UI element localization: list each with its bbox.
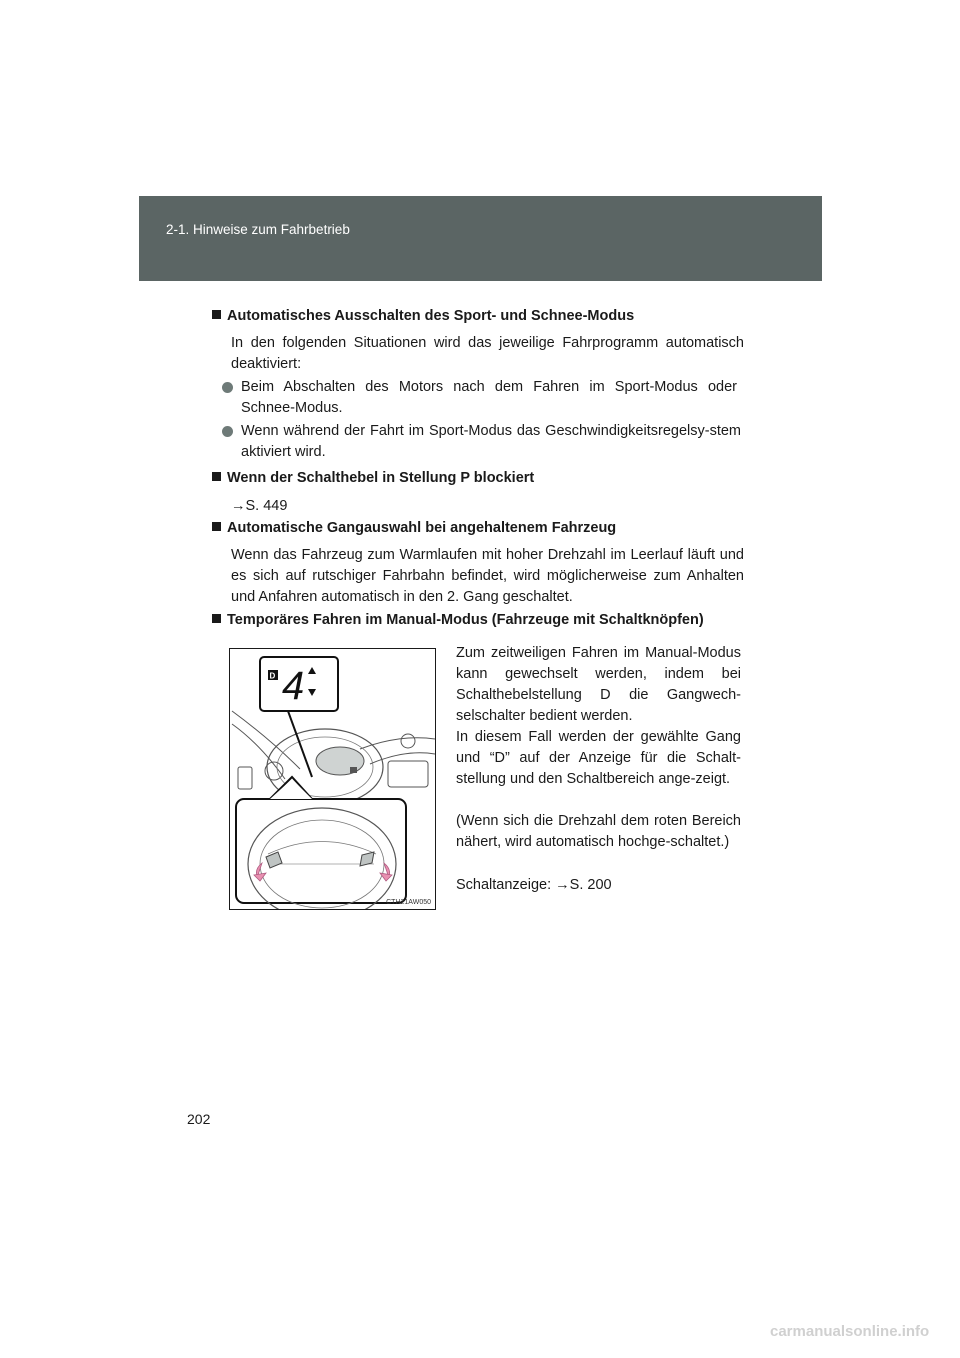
heading-lever-blocked — [212, 470, 534, 486]
bullet-dot-icon — [222, 382, 233, 393]
paddle-shift-illustration — [229, 648, 436, 910]
heading-square-icon — [212, 472, 221, 481]
heading-text: Automatische Gangauswahl bei angehaltenem Fahrzeug — [227, 520, 617, 536]
manual-mode-p2: In diesem Fall werden der gewählte Gang und “D” auf der Anzeige für die Schalt-stellung und den Schaltbereich ange-zeigt. — [456, 729, 741, 787]
auto-gear-text: Wenn das Fahrzeug zum Warmlaufen mit hoher Drehzahl im Leerlauf läuft und es sich auf rutschiger Fahrbahn befindet, wird möglicherweise zum Anhalten und Anfahren automatisch in den 2. Gang geschaltet. — [231, 547, 744, 605]
auto-off-intro: In den folgenden Situationen wird das jeweilige Fahrprogramm automatisch deaktiviert: — [231, 335, 744, 372]
heading-text: Temporäres Fahren im Manual-Modus (Fahrzeuge mit Schaltknöpfen) — [227, 612, 704, 628]
heading-square-icon — [212, 522, 221, 531]
heading-manual-mode — [212, 612, 704, 628]
section-header-band — [139, 196, 822, 281]
steering-wheel-illustration — [230, 649, 435, 909]
bullet-item — [241, 377, 737, 419]
figure-code: CTH21AW050 — [386, 899, 431, 906]
bullet-text: Beim Abschalten des Motors nach dem Fahren im Sport-Modus oder Schnee-Modus. — [241, 379, 737, 416]
display-gear-number: 4 — [282, 664, 305, 708]
watermark: carmanualsonline.info — [770, 1323, 930, 1340]
section-title: 2-1. Hinweise zum Fahrbetrieb — [166, 222, 350, 237]
bullet-dot-icon — [222, 426, 233, 437]
manual-mode-p4[interactable]: Schaltanzeige: →S. 200 — [456, 877, 612, 893]
heading-auto-off — [212, 308, 634, 324]
heading-text: Wenn der Schalthebel in Stellung P blockiert — [227, 470, 535, 486]
manual-mode-p1: Zum zeitweiligen Fahren im Manual-Modus kann gewechselt werden, indem bei Schalthebelstellung D die Gangwech-selschalter bedient werden. — [456, 645, 741, 724]
page-number: 202 — [187, 1111, 211, 1127]
heading-square-icon — [212, 310, 221, 319]
heading-square-icon — [212, 614, 221, 623]
display-mode-letter: D — [269, 671, 276, 681]
manual-mode-p3: (Wenn sich die Drehzahl dem roten Bereich nähert, wird automatisch hochge-schaltet.) — [456, 813, 741, 850]
heading-text: Automatisches Ausschalten des Sport- und Schnee-Modus — [227, 308, 635, 324]
lever-blocked-ref[interactable]: →S. 449 — [231, 498, 288, 514]
bullet-item — [241, 421, 741, 463]
bullet-text: Wenn während der Fahrt im Sport-Modus das Geschwindigkeitsregelsy-stem aktiviert wird. — [241, 423, 741, 460]
heading-auto-gear — [212, 520, 616, 536]
